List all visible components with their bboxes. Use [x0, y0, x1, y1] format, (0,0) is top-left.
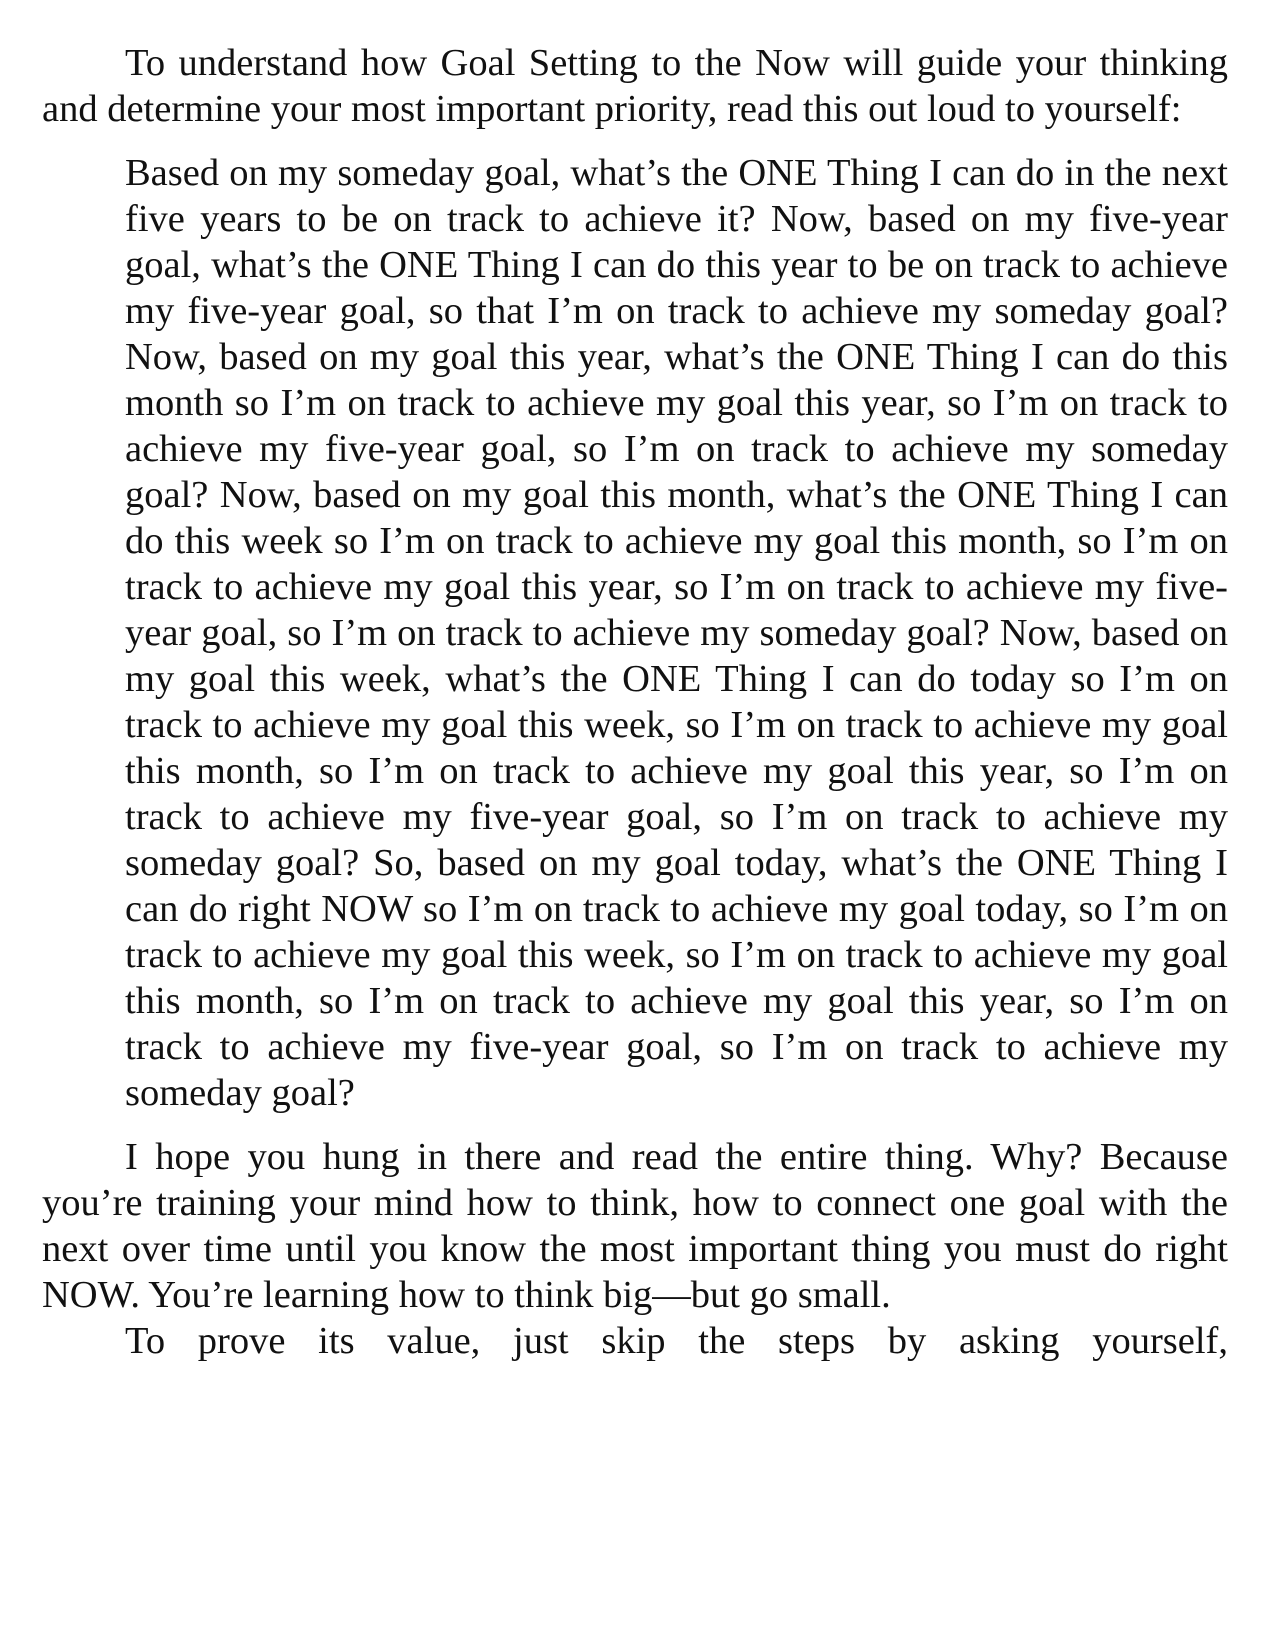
explanation-paragraph: I hope you hung in there and read the entire thing. Why? Because you’re training your mind how to think, how to connect one goal with the next over time until you know the most important thing you must do right NOW. You’re learning how to think big—but go small.: [42, 1136, 1228, 1316]
intro-paragraph: To understand how Goal Setting to the Now will guide your thinking and determine your most important priority, read this out loud to yourself:: [42, 42, 1228, 130]
block-quote: Based on my someday goal, what’s the ONE Thing I can do in the next five years to be on track to achieve it? Now, based on my five-year goal, what’s the ONE Thing I can do this year to be on track to achieve my five-year goal, so that I’m on track to achieve my someday goal? Now, based on my goal this year, what’s the ONE Thing I can do this month so I’m on track to achieve my goal this year, so I’m on track to achieve my five-year goal, so I’m on track to achieve my someday goal? Now, based on my goal this month, what’s the ONE Thing I can do this week so I’m on track to achieve my goal this month, so I’m on track to achieve my goal this year, so I’m on track to achieve my five-year goal, so I’m on track to achieve my someday goal? Now, based on my goal this week, what’s the ONE Thing I can do today so I’m on track to achieve my goal this week, so I’m on track to achieve my goal this month, so I’m on track to achieve my goal this year, so I’m on track to achieve my five-year goal, so I’m on track to achieve my someday goal? So, based on my goal today, what’s the ONE Thing I can do right NOW so I’m on track to achieve my goal today, so I’m on track to achieve my goal this week, so I’m on track to achieve my goal this month, so I’m on track to achieve my goal this year, so I’m on track to achieve my five-year goal, so I’m on track to achieve my someday goal?: [125, 152, 1228, 1114]
closing-paragraph: To prove its value, just skip the steps by asking yourself,: [125, 1320, 1228, 1362]
document-page: [42, 40, 1228, 1364]
